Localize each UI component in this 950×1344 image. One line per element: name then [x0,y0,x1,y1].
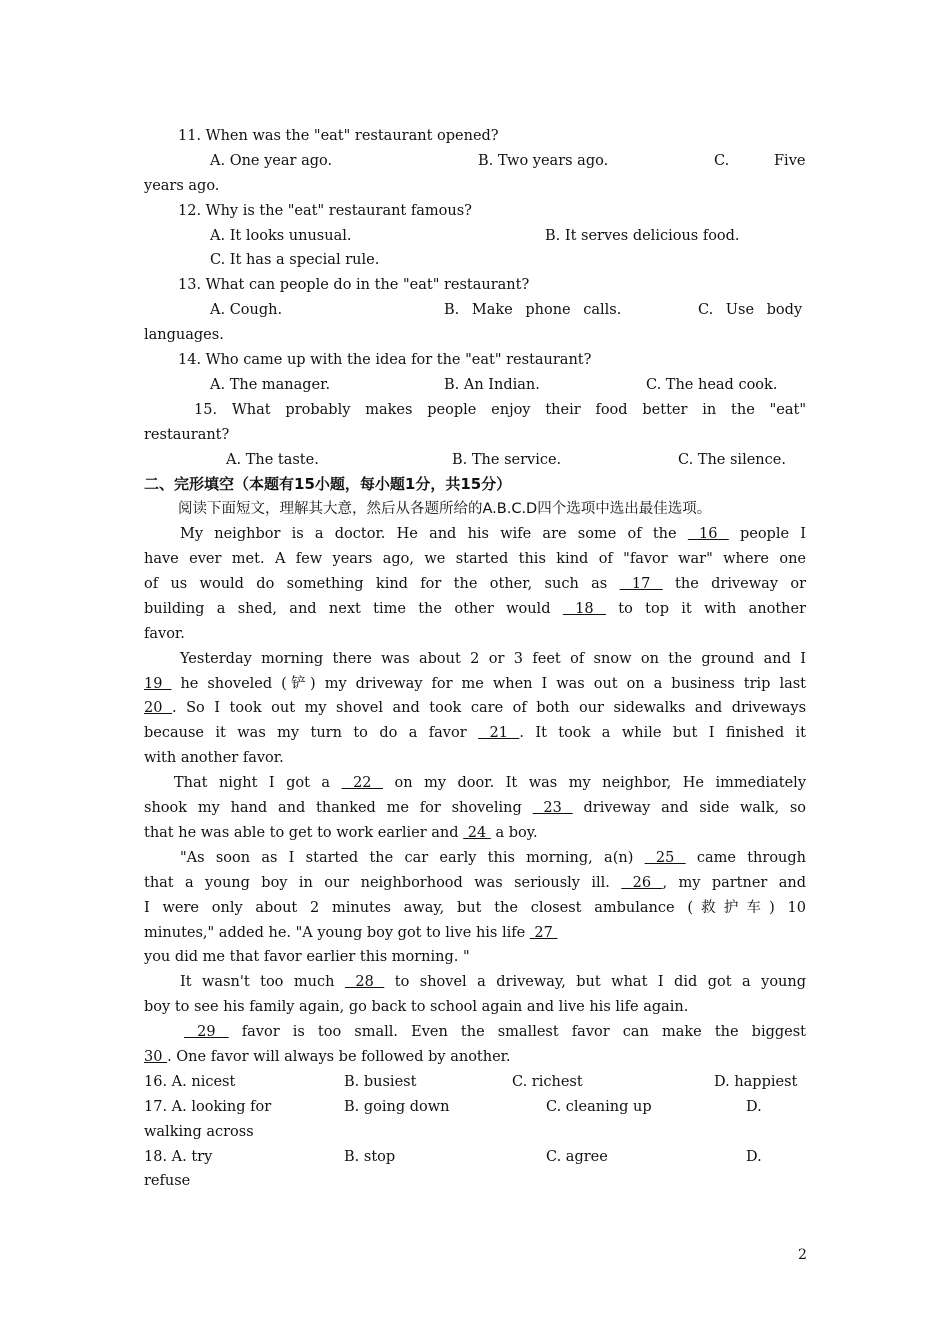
option-17-d-continued: walking across [144,1123,254,1140]
blank-21: 21 [478,725,520,742]
page-content [144,124,806,1194]
blank-25: 25 [644,849,686,866]
passage-line: "As soon as I started the car early this morning, a(n) 25 came through [180,849,806,866]
option-16-b: B. busiest [344,1073,417,1090]
option-18-c: C. agree [546,1148,608,1165]
passage-line: favor. [144,625,185,642]
option-15-b: B. The service. [452,451,562,468]
option-18-b: B. stop [344,1148,396,1165]
option-12-b: B. It serves delicious food. [545,227,740,244]
option-12-a: A. It looks unusual. [210,227,352,244]
blank-20: 20 [144,700,172,717]
question-12-options [144,224,806,249]
passage-line: with another favor. [144,750,284,767]
option-16-d: D. happiest [714,1073,798,1090]
option-18-d-continued: refuse [144,1173,191,1190]
option-12-c: C. It has a special rule. [210,252,380,269]
question-14-options [144,373,806,398]
cloze-options-18 [144,1145,806,1170]
option-13-c-continued: languages. [144,327,224,344]
passage-line: My neighbor is a doctor. He and his wife are some of the 16 people I [180,526,806,543]
question-15-options [144,448,806,473]
option-14-c: C. The head cook. [646,376,778,393]
blank-19: 19 [144,675,172,692]
option-14-b: B. An Indian. [444,376,540,393]
passage-line: minutes," added he. "A young boy got to live his life 27 [144,924,558,941]
passage-line: building a shed, and next time the other would 18 to top it with another [144,600,806,617]
option-13-c: C. Use body [698,302,803,319]
cloze-options-16 [144,1070,806,1095]
option-17-a: 17. A. looking for [144,1098,272,1115]
passage-line: that a young boy in our neighborhood was seriously ill. 26 , my partner and [144,874,806,891]
option-11-a: A. One year ago. [210,152,333,169]
passage-line: Yesterday morning there was about 2 or 3 feet of snow on the ground and I [180,650,806,667]
passage-line: have ever met. A few years ago, we started this kind of "favor war" where one [144,551,806,568]
blank-24: 24 [463,824,491,841]
question-15-stem: 15. What probably makes people enjoy their food better in the "eat" [194,401,806,418]
option-11-c-letter: C. [714,152,730,169]
option-15-a: A. The taste. [226,451,319,468]
question-15-stem-continued: restaurant? [144,426,230,443]
section-heading: 二、完形填空（本题有15小题，每小题1分，共15分） [144,475,512,494]
cloze-options-17 [144,1095,806,1120]
option-11-b: B. Two years ago. [478,152,609,169]
blank-16: 16 [687,526,729,543]
question-11-stem: 11. When was the "eat" restaurant opened? [178,128,499,144]
passage-line: 19 he shoveled (铲) my driveway for me when I was out on a business trip last [144,675,806,692]
passage-line: you did me that favor earlier this morning. " [144,949,470,966]
passage-line: I were only about 2 minutes away, but the closest ambulance (救护车) 10 [144,899,806,916]
option-17-b: B. going down [344,1098,450,1115]
blank-23: 23 [532,800,573,817]
option-17-c: C. cleaning up [546,1098,652,1115]
option-17-d: D. [746,1098,762,1115]
page-number: 2 [798,1247,807,1263]
blank-27: 27 [529,924,558,941]
blank-22: 22 [341,775,384,792]
question-12-stem: 12. Why is the "eat" restaurant famous? [178,202,472,219]
option-11-c-continued: years ago. [144,177,220,194]
passage-line: It wasn't too much 28 to shovel a driveway, but what I did got a young [180,974,806,991]
option-15-c: C. The silence. [678,451,786,468]
blank-30: 30 [144,1048,168,1065]
passage-line: boy to see his family again, go back to school again and live his life again. [144,999,689,1016]
question-13-options [144,298,806,323]
blank-18: 18 [562,600,606,617]
blank-28: 28 [344,974,385,991]
option-11-c-text: Five [774,152,806,169]
option-18-a: 18. A. try [144,1148,213,1165]
blank-29: 29 [184,1024,229,1041]
option-14-a: A. The manager. [210,376,331,393]
question-14-stem: 14. Who came up with the idea for the "eat" restaurant? [178,352,592,369]
section-instruction: 阅读下面短文，理解其大意，然后从各题所给的A.B.C.D四个选项中选出最佳选项。 [178,501,712,518]
question-13-stem: 13. What can people do in the "eat" restaurant? [178,277,530,294]
passage-line: 29 favor is too small. Even the smallest favor can make the biggest [184,1024,806,1041]
passage-line: 30 . One favor will always be followed by another. [144,1048,511,1065]
passage-line: of us would do something kind for the other, such as 17 the driveway or [144,576,806,593]
passage-line: that he was able to get to work earlier and 24 a boy. [144,824,538,841]
passage-line: shook my hand and thanked me for shoveling 23 driveway and side walk, so [144,800,806,817]
question-11-options [144,149,806,174]
passage-line: because it was my turn to do a favor 21 . It took a while but I finished it [144,725,806,742]
option-18-d: D. [746,1148,762,1165]
passage-line: That night I got a 22 on my door. It was my neighbor, He immediately [174,775,806,792]
option-13-a: A. Cough. [210,302,283,319]
blank-26: 26 [621,874,663,891]
option-16-a: 16. A. nicest [144,1073,236,1090]
option-16-c: C. richest [512,1073,583,1090]
passage-line: 20 . So I took out my shovel and took care of both our sidewalks and driveways [144,700,806,717]
option-13-b: B. Make phone calls. [444,302,622,319]
blank-17: 17 [619,576,663,593]
